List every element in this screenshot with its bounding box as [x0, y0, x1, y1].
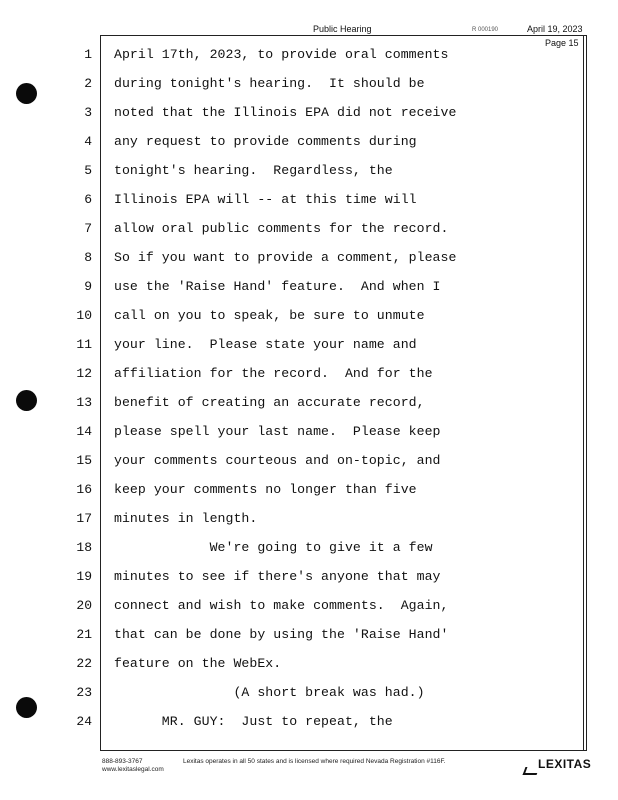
line-text: keep your comments no longer than five — [114, 482, 417, 497]
line-text: Illinois EPA will -- at this time will — [114, 192, 417, 207]
line-text: connect and wish to make comments. Again, — [114, 598, 449, 613]
header-title: Public Hearing — [313, 24, 372, 34]
transcript-line — [0, 40, 618, 69]
line-text: your comments courteous and on-topic, and — [114, 453, 441, 468]
logo-text: LEXITAS — [538, 757, 592, 771]
line-text: noted that the Illinois EPA did not receive — [114, 105, 457, 120]
bates-number: R 000190 — [472, 27, 499, 33]
line-number: 9 — [84, 279, 92, 294]
line-number: 6 — [84, 192, 92, 207]
line-number: 4 — [84, 134, 92, 149]
line-text: any request to provide comments during — [114, 134, 417, 149]
line-number: 17 — [76, 511, 92, 526]
line-number: 5 — [84, 163, 92, 178]
line-number: 15 — [76, 453, 92, 468]
line-text: allow oral public comments for the record. — [114, 221, 449, 236]
line-number: 18 — [76, 540, 92, 555]
transcript-line — [0, 707, 618, 736]
page-label: Page 15 — [545, 38, 579, 48]
transcript-line — [0, 388, 618, 417]
transcript-line — [0, 620, 618, 649]
line-number: 19 — [76, 569, 92, 584]
line-text: minutes in length. — [114, 511, 258, 526]
transcript-line — [0, 417, 618, 446]
line-text: minutes to see if there's anyone that may — [114, 569, 441, 584]
transcript-line — [0, 446, 618, 475]
transcript-line — [0, 185, 618, 214]
transcript-line — [0, 301, 618, 330]
line-number: 8 — [84, 250, 92, 265]
transcript-line — [0, 127, 618, 156]
footer-website: www.lexitaslegal.com — [102, 766, 164, 773]
transcript-line — [0, 504, 618, 533]
line-number: 12 — [76, 366, 92, 381]
line-text: please spell your last name. Please keep — [114, 424, 441, 439]
line-text: MR. GUY: Just to repeat, the — [114, 714, 393, 729]
line-number: 21 — [76, 627, 92, 642]
transcript-line — [0, 330, 618, 359]
footer-notice: Lexitas operates in all 50 states and is licensed where required Nevada Registration #116F. — [183, 758, 446, 765]
transcript-line — [0, 69, 618, 98]
transcript-line — [0, 98, 618, 127]
line-number: 7 — [84, 221, 92, 236]
line-text: your line. Please state your name and — [114, 337, 417, 352]
line-text: during tonight's hearing. It should be — [114, 76, 425, 91]
line-number: 22 — [76, 656, 92, 671]
line-number: 1 — [84, 47, 92, 62]
line-text: We're going to give it a few — [114, 540, 433, 555]
line-number: 10 — [76, 308, 92, 323]
line-text: April 17th, 2023, to provide oral comments — [114, 47, 449, 62]
line-number: 11 — [76, 337, 92, 352]
footer-phone: 888-893-3767 — [102, 758, 143, 765]
transcript-line — [0, 562, 618, 591]
line-text: So if you want to provide a comment, please — [114, 250, 457, 265]
line-text: that can be done by using the 'Raise Hand' — [114, 627, 449, 642]
transcript-line — [0, 272, 618, 301]
line-number: 20 — [76, 598, 92, 613]
transcript-line — [0, 156, 618, 185]
line-number: 14 — [76, 424, 92, 439]
transcript-line — [0, 678, 618, 707]
line-number: 23 — [76, 685, 92, 700]
header-date: April 19, 2023 — [527, 24, 583, 34]
line-text: (A short break was had.) — [114, 685, 425, 700]
line-text: tonight's hearing. Regardless, the — [114, 163, 393, 178]
line-text: use the 'Raise Hand' feature. And when I — [114, 279, 441, 294]
line-text: affiliation for the record. And for the — [114, 366, 433, 381]
line-text: benefit of creating an accurate record, — [114, 395, 425, 410]
line-text: feature on the WebEx. — [114, 656, 282, 671]
transcript-lines — [0, 40, 618, 736]
line-number: 13 — [76, 395, 92, 410]
transcript-line — [0, 359, 618, 388]
transcript-line — [0, 649, 618, 678]
line-text: call on you to speak, be sure to unmute — [114, 308, 425, 323]
transcript-line — [0, 243, 618, 272]
line-number: 16 — [76, 482, 92, 497]
transcript-line — [0, 214, 618, 243]
transcript-line — [0, 475, 618, 504]
transcript-line — [0, 591, 618, 620]
line-number: 3 — [84, 105, 92, 120]
logo-mark-icon — [523, 767, 540, 775]
lexitas-logo — [524, 757, 591, 771]
line-number: 24 — [76, 714, 92, 729]
transcript-line — [0, 533, 618, 562]
line-number: 2 — [84, 76, 92, 91]
